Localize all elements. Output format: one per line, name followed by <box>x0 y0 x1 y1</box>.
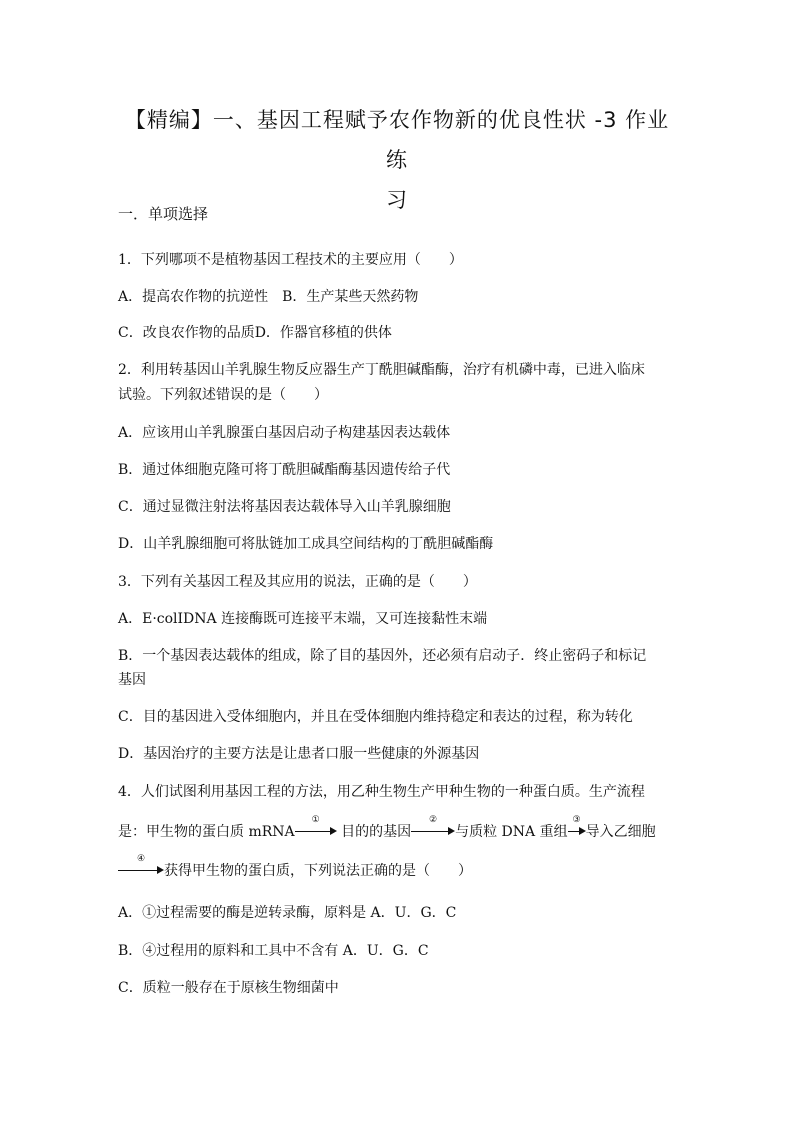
q4-flow-source: 是：甲生物的蛋白质 mRNA <box>118 824 295 840</box>
q2-option-c: C．通过显微注射法将基因表达载体导入山羊乳腺细胞 <box>118 499 451 515</box>
title-line-2: 习 <box>386 188 408 212</box>
title-line-1: 【精编】一、基因工程赋予农作物新的优良性状 -3 作业练 <box>124 108 670 172</box>
q3-stem: 3．下列有关基因工程及其应用的说法，正确的是（ ） <box>118 574 477 590</box>
q3-option-b-line-2: 基因 <box>118 672 146 688</box>
q4-flow-line-2 <box>118 854 678 880</box>
q4-option-a: A．①过程需要的酶是逆转录酶，原料是 A．U．G．C <box>118 905 457 921</box>
q4-flow-import: 导入乙细胞 <box>585 824 656 840</box>
arrow-4-icon <box>118 854 164 877</box>
q4-option-b: B．④过程用的原料和工具中不含有 A．U．G．C <box>118 943 429 959</box>
q4-flow-line <box>118 815 678 841</box>
q4-option-c: C．质粒一般存在于原核生物细菌中 <box>118 980 339 996</box>
arrow-3-icon <box>568 815 586 838</box>
q2-stem-line-2: 试验。下列叙述错误的是（ ） <box>118 387 328 403</box>
q4-flow-target-gene: 目的的基因 <box>336 824 412 840</box>
q3-option-c: C．目的基因进入受体细胞内，并且在受体细胞内维持稳定和表达的过程，称为转化 <box>118 709 633 725</box>
q3-option-d: D．基因治疗的主要方法是让患者口服一些健康的外源基因 <box>118 746 480 762</box>
q1-options-cd: C．改良农作物的品质D．作器官移植的供体 <box>118 325 392 341</box>
q2-option-a: A．应该用山羊乳腺蛋白基因启动子构建基因表达载体 <box>118 425 451 441</box>
arrow-1-icon <box>295 815 337 838</box>
q4-flow-recombination: 与质粒 DNA 重组 <box>455 824 568 840</box>
q1-options-ab: A．提高农作物的抗逆性 B．生产某些天然药物 <box>118 289 419 305</box>
section-heading: 一．单项选择 <box>118 205 209 223</box>
q4-flow-end: 获得甲生物的蛋白质，下列说法正确的是（ ） <box>164 863 472 879</box>
q2-option-d: D．山羊乳腺细胞可将肽链加工成具空间结构的丁酰胆碱酯酶 <box>118 536 494 552</box>
q3-option-b-line-1: B．一个基因表达载体的组成，除了目的基因外，还必须有启动子．终止密码子和标记 <box>118 648 647 664</box>
document-title <box>118 100 676 220</box>
q1-stem: 1．下列哪项不是植物基因工程技术的主要应用（ ） <box>118 252 463 268</box>
step-2-label: ② <box>429 815 438 825</box>
q2-option-b: B．通过体细胞克隆可将丁酰胆碱酯酶基因遗传给子代 <box>118 462 451 478</box>
step-4-label: ④ <box>136 854 146 864</box>
arrow-2-icon <box>411 815 455 838</box>
q4-stem-line-1: 4．人们试图利用基因工程的方法，用乙种生物生产甲种生物的一种蛋白质。生产流程 <box>118 784 645 800</box>
step-3-label: ③ <box>572 815 581 825</box>
q2-stem-line-1: 2．利用转基因山羊乳腺生物反应器生产丁酰胆碱酯酶，治疗有机磷中毒，已进入临床 <box>118 362 645 378</box>
q3-option-a: A．E·colⅠDNA 连接酶既可连接平末端，又可连接黏性末端 <box>118 611 488 627</box>
step-1-label: ① <box>311 815 320 825</box>
